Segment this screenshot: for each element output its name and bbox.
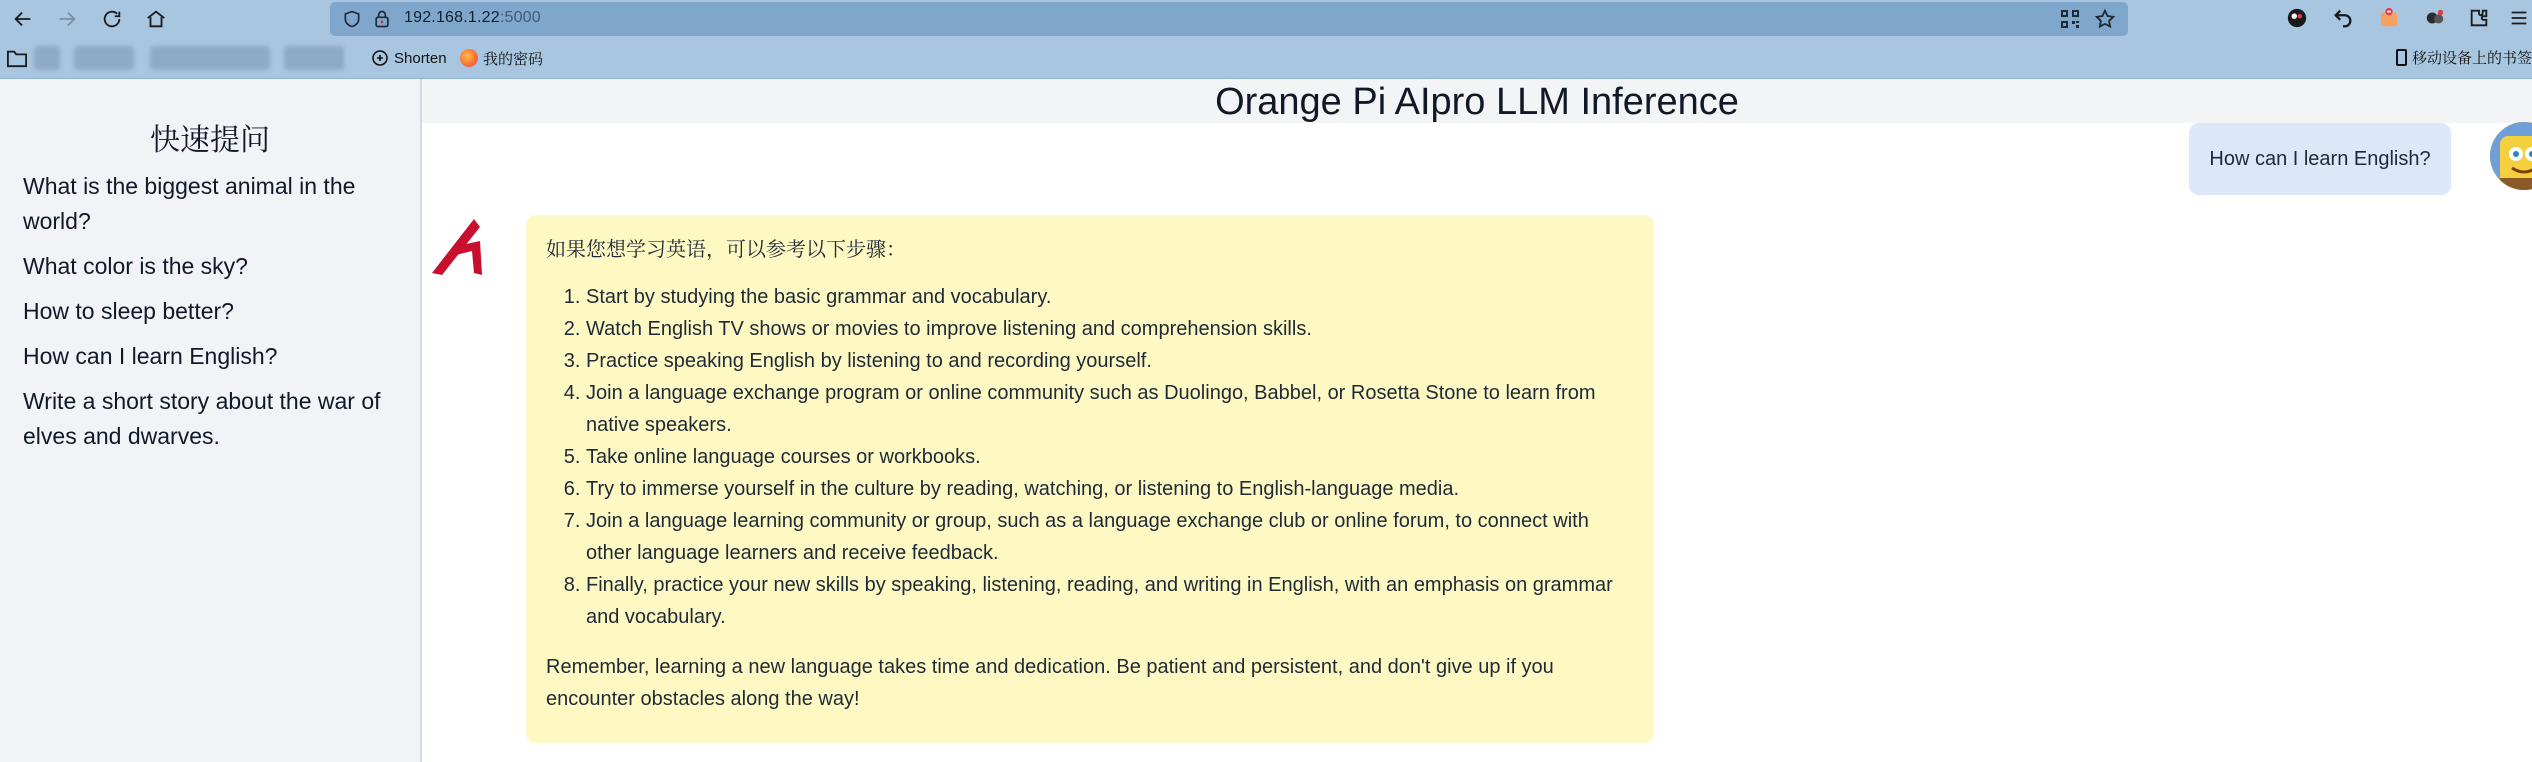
extension-icon-3[interactable] bbox=[2422, 4, 2448, 32]
qr-code-icon[interactable] bbox=[2060, 9, 2080, 29]
sidebar-title: 快速提问 bbox=[150, 124, 270, 157]
bot-outro: Remember, learning a new language takes time and dedication. Be patient and persistent, and don't give up if you encounter obstacles along the way! bbox=[546, 656, 1554, 710]
url-host: 192.168.1.22 bbox=[404, 9, 500, 26]
forward-icon[interactable] bbox=[52, 5, 82, 33]
step-item: 8. Finally, practice your new skills by speaking, listening, reading, and writing in English, with an emphasis on grammar and vocabulary. bbox=[586, 569, 1634, 633]
bookmarks-toolbar bbox=[0, 38, 2532, 79]
step-item: 2. Watch English TV shows or movies to improve listening and comprehension skills. bbox=[586, 313, 1634, 345]
extensions-icon[interactable] bbox=[2466, 4, 2492, 32]
reload-icon[interactable] bbox=[97, 5, 127, 33]
bookmark-label: Shorten bbox=[394, 49, 447, 67]
bookmark-label: 我的密码 bbox=[483, 50, 544, 68]
user-message-bubble: How can I learn English? bbox=[2189, 123, 2451, 195]
blurred-bookmark[interactable] bbox=[34, 46, 60, 70]
prompt-item[interactable]: Write a short story about the war of elves and dwarves. bbox=[23, 388, 381, 449]
lock-icon[interactable] bbox=[372, 8, 392, 30]
bot-logo-icon bbox=[430, 217, 484, 277]
step-item: 4. Join a language exchange program or online community such as Duolingo, Babbel, or Rosetta Stone to learn from native speakers. bbox=[586, 377, 1634, 441]
user-avatar bbox=[2490, 122, 2532, 190]
prompt-item[interactable]: What is the biggest animal in the world? bbox=[23, 173, 356, 234]
undo-extension-icon[interactable] bbox=[2330, 4, 2356, 32]
mobile-device-icon bbox=[2396, 49, 2407, 66]
steps-list bbox=[546, 281, 1634, 633]
shield-icon[interactable] bbox=[342, 8, 362, 30]
extension-icon-1[interactable] bbox=[2284, 4, 2310, 32]
step-item: 3. Practice speaking English by listening to and recording yourself. bbox=[586, 345, 1634, 377]
shorten-icon bbox=[371, 49, 389, 67]
mobile-bookmarks[interactable] bbox=[2396, 47, 2532, 68]
step-item: 6. Try to immerse yourself in the culture by reading, watching, or listening to English-language media. bbox=[586, 473, 1634, 505]
bot-intro: 如果您想学习英语，可以参考以下步骤： bbox=[546, 239, 906, 261]
prompt-item[interactable]: What color is the sky? bbox=[23, 253, 248, 279]
step-item: 1. Start by studying the basic grammar and vocabulary. bbox=[586, 281, 1634, 313]
browser-toolbar bbox=[0, 0, 2532, 38]
blurred-bookmark[interactable] bbox=[74, 46, 134, 70]
bookmark-shorten[interactable] bbox=[371, 47, 447, 69]
home-icon[interactable] bbox=[141, 5, 171, 33]
bookmark-my-passwords[interactable] bbox=[460, 47, 543, 69]
quick-questions-sidebar bbox=[0, 79, 422, 762]
prompt-list bbox=[23, 169, 403, 464]
menu-icon[interactable] bbox=[2508, 4, 2530, 32]
bookmark-star-icon[interactable] bbox=[2094, 8, 2116, 30]
firefox-icon bbox=[460, 49, 478, 67]
prompt-item[interactable]: How to sleep better? bbox=[23, 298, 234, 324]
mobile-bookmarks-label: 移动设备上的书签 bbox=[2411, 50, 2532, 67]
step-item: 5. Take online language courses or workbooks. bbox=[586, 441, 1634, 473]
prompt-item[interactable]: How can I learn English? bbox=[23, 343, 278, 369]
url-text[interactable] bbox=[404, 9, 541, 27]
url-bar[interactable] bbox=[330, 2, 2128, 36]
back-icon[interactable] bbox=[8, 5, 38, 33]
bot-message-bubble bbox=[526, 215, 1654, 743]
page-title: Orange Pi AIpro LLM Inference bbox=[1215, 81, 1739, 123]
blurred-bookmark[interactable] bbox=[284, 46, 344, 70]
chat-area bbox=[422, 79, 2532, 762]
folder-icon[interactable] bbox=[6, 48, 28, 68]
extension-icon-2[interactable] bbox=[2376, 4, 2402, 32]
blurred-bookmark[interactable] bbox=[150, 46, 270, 70]
url-port: :5000 bbox=[499, 9, 541, 26]
step-item: 7. Join a language learning community or group, such as a language exchange club or online forum, to connect with other language learners and receive feedback. bbox=[586, 505, 1634, 569]
